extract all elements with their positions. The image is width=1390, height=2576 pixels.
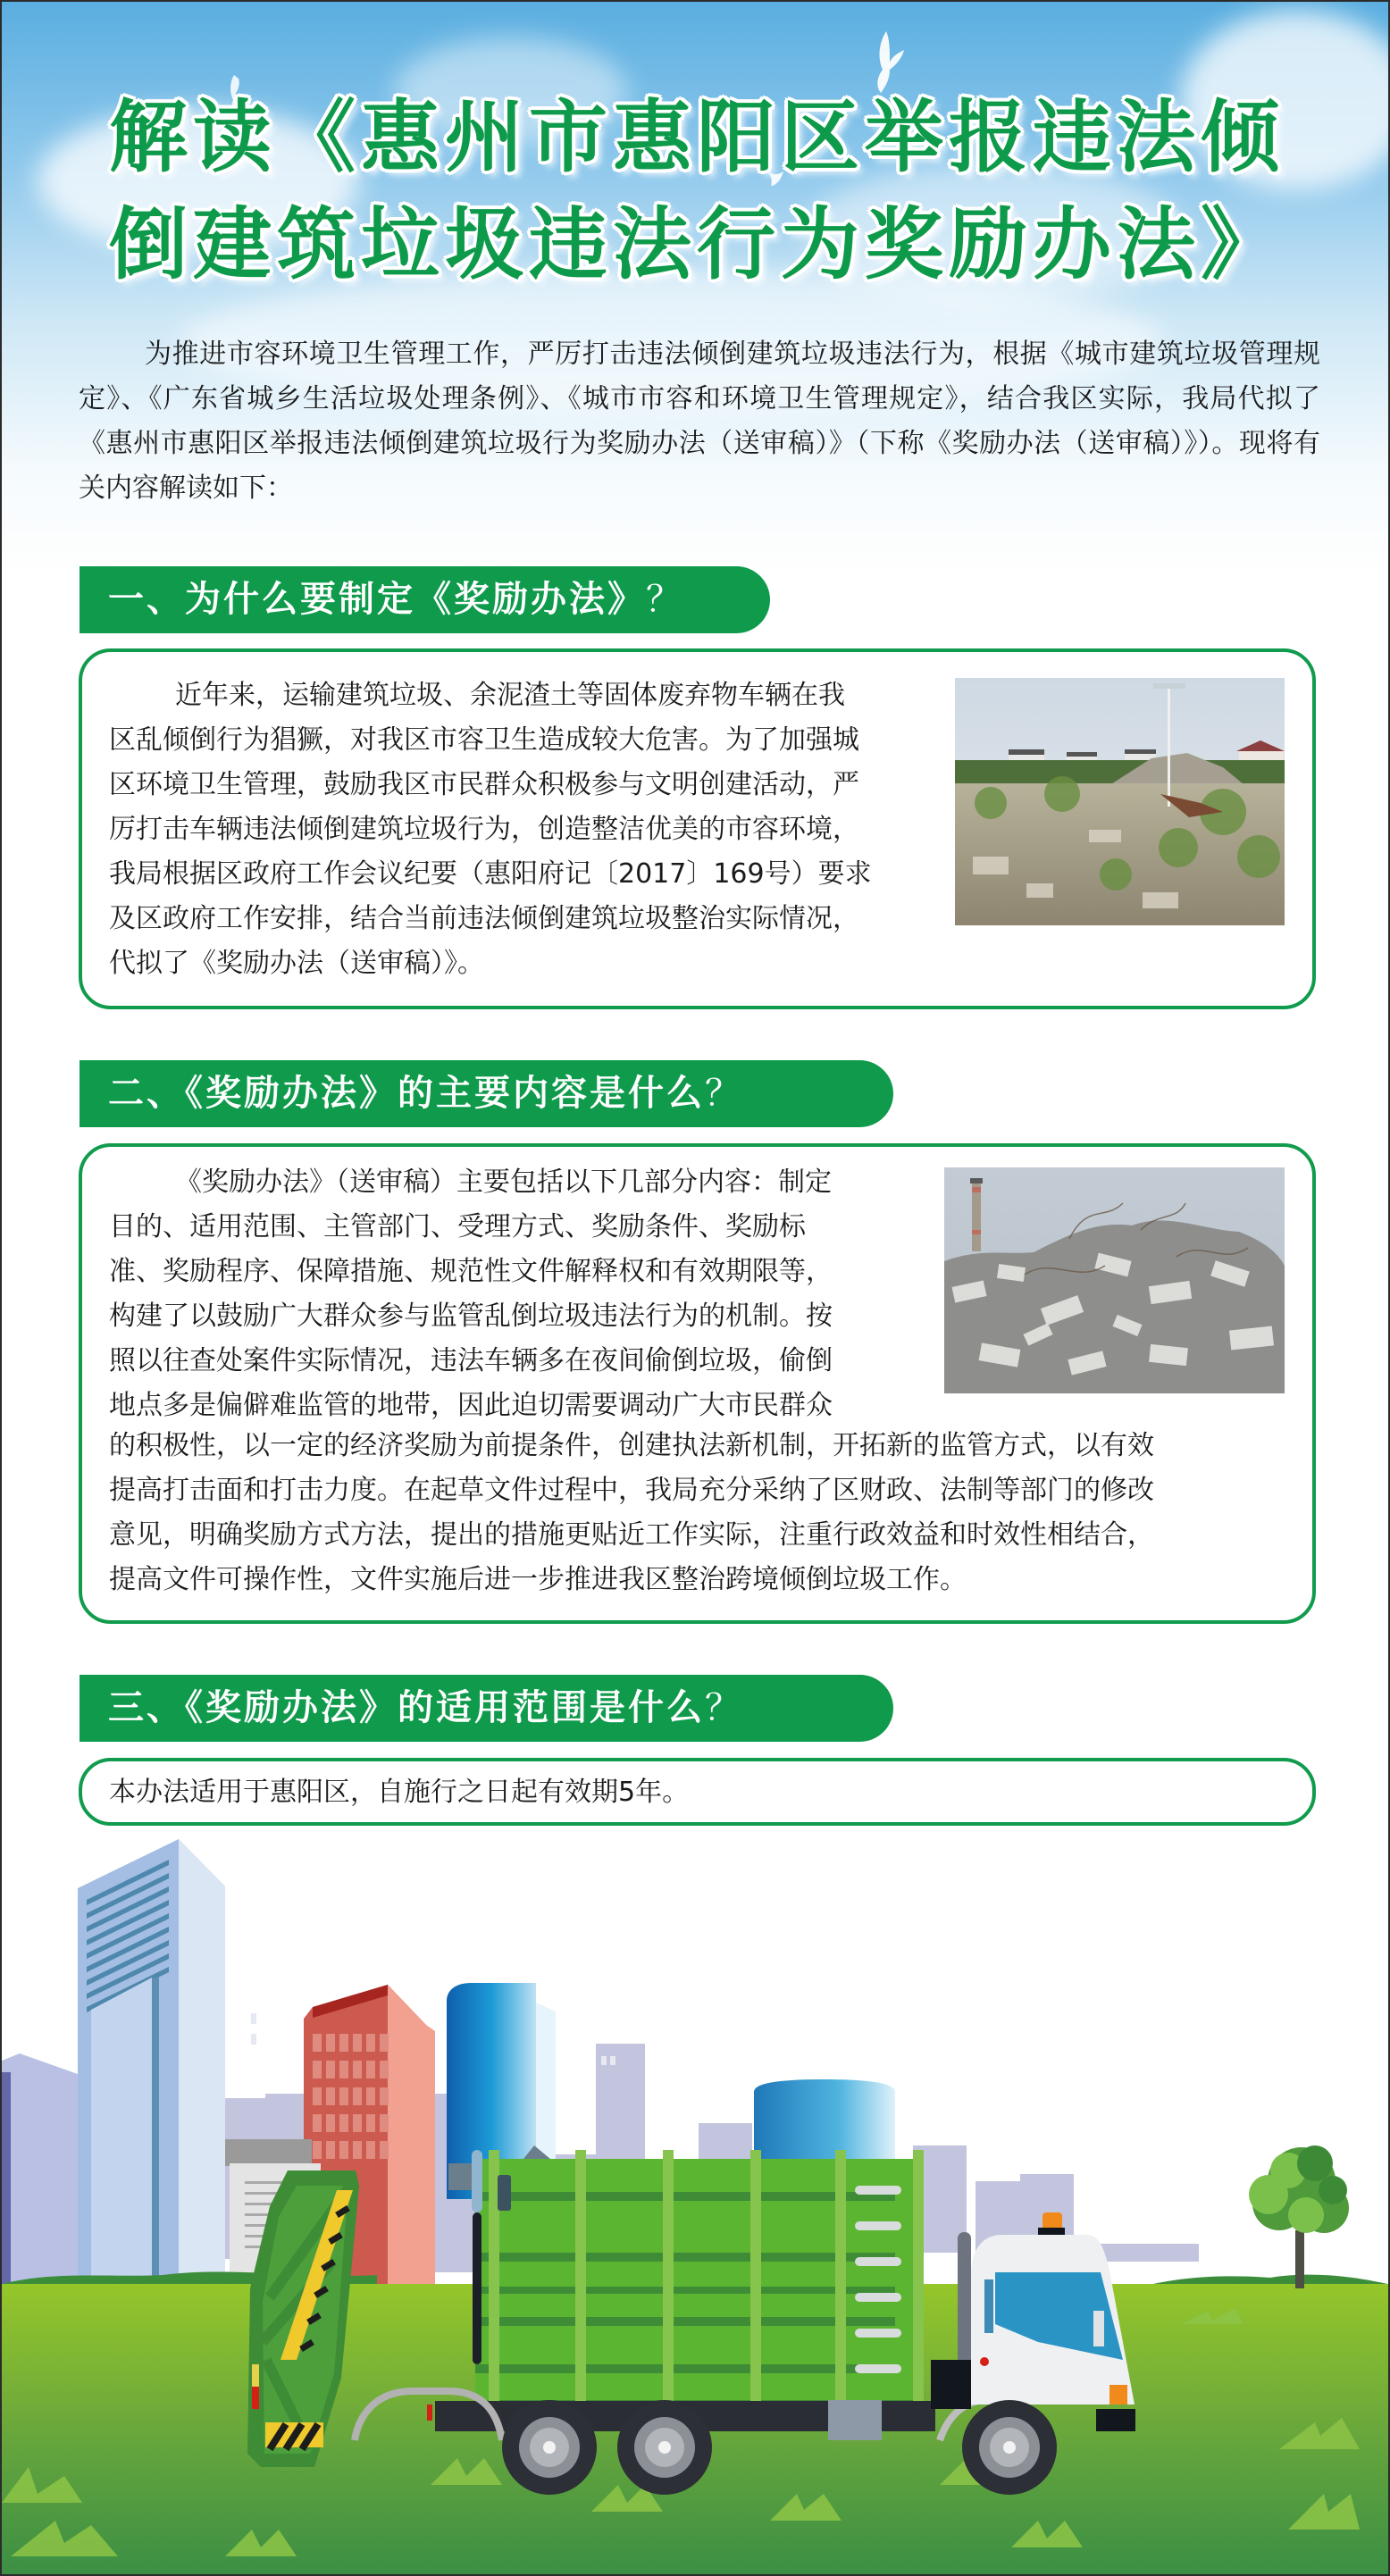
body-line: 地点多是偏僻难监管的地带，因此迫切需要调动广大市民群众 [109,1390,833,1421]
poster-title-line-1: 解读《惠州市惠阳区举报违法倾 [108,91,1285,183]
body-line: 近年来，运输建筑垃圾、余泥渣土等固体废弃物车辆在我 [175,680,845,711]
poster-title-line-2: 倒建筑垃圾违法行为奖励办法》 [108,198,1285,290]
body-line: 提高文件可操作性，文件实施后进一步推进我区整治跨境倾倒垃圾工作。 [109,1564,967,1595]
concrete-rubble-pile-photo [944,1167,1285,1393]
intro-paragraph: 为推进市容环境卫生管理工作，严厉打击违法倾倒建筑垃圾违法行为，根据《城市建筑垃圾管理规定》、《广东省城乡生活垃圾处理条例》、《城市市容和环境卫生管理规定》，结合我区实际，我局代拟了《惠州市惠阳区举报违法倾倒建筑垃圾行为奖励办法（送审稿）》（下称《奖励办法（送审稿）》）。现将有关内容解读如下： [79,339,1320,504]
body-line: 准、奖励程序、保障措施、规范性文件解释权和有效期限等， [109,1256,833,1287]
body-line: 区乱倾倒行为猖獗，对我区市容卫生造成较大危害。为了加强城 [109,724,859,756]
question-mark: ？ [646,579,684,620]
section-3-body: 本办法适用于惠阳区，自施行之日起有效期5年。 [109,1777,690,1808]
body-line: 我局根据区政府工作会议纪要（惠阳府记〔2017〕169号）要求 [109,858,872,890]
truck-wheel [962,2400,1057,2495]
section-2-heading [80,1060,893,1127]
body-line: 《奖励办法》（送审稿）主要包括以下几部分内容：制定 [175,1167,832,1198]
body-line: 厉打击车辆违法倾倒建筑垃圾行为，创造整洁优美的市容环境， [109,814,859,845]
question-mark: ？ [705,1687,743,1728]
section-1-body [109,673,944,986]
section-3-heading [80,1675,893,1742]
body-line: 代拟了《奖励办法（送审稿）》。 [109,948,484,979]
body-line: 目的、适用范围、主管部门、受理方式、奖励条件、奖励标 [109,1211,806,1242]
body-line: 及区政府工作安排，结合当前违法倾倒建筑垃圾整治实际情况， [109,903,859,934]
question-mark: ？ [705,1073,743,1114]
section-2-body-full-width [109,1424,1297,1602]
construction-waste-field-photo [955,678,1285,925]
section-1-heading-text: 一、为什么要制定《奖励办法》 [108,579,646,620]
section-1-heading [80,566,770,633]
truck-wheel [617,2400,712,2495]
garbage-truck-city-illustration [2,1824,1390,2576]
body-line: 提高打击面和打击力度。在起草文件过程中，我局充分采纳了区财政、法制等部门的修改 [109,1475,1154,1506]
dove-icon [850,27,922,98]
body-line: 照以往查处案件实际情况，违法车辆多在夜间偷倒垃圾，偷倒 [109,1345,833,1376]
section-3-heading-text: 三、《奖励办法》的适用范围是什么 [108,1687,705,1728]
body-line: 意见，明确奖励方式方法，提出的措施更贴近工作实际，注重行政效益和时效性相结合， [109,1519,1154,1551]
truck-wheel [502,2400,597,2495]
body-line: 构建了以鼓励广大群众参与监管乱倒垃圾违法行为的机制。按 [109,1301,833,1332]
section-2-heading-text: 二、《奖励办法》的主要内容是什么 [108,1073,705,1114]
body-line: 区环境卫生管理，鼓励我区市民群众积极参与文明创建活动，严 [109,769,859,800]
section-2-body-beside-photo [109,1160,935,1428]
body-line: 的积极性，以一定的经济奖励为前提条件，创建执法新机制，开拓新的监管方式，以有效 [109,1430,1154,1461]
